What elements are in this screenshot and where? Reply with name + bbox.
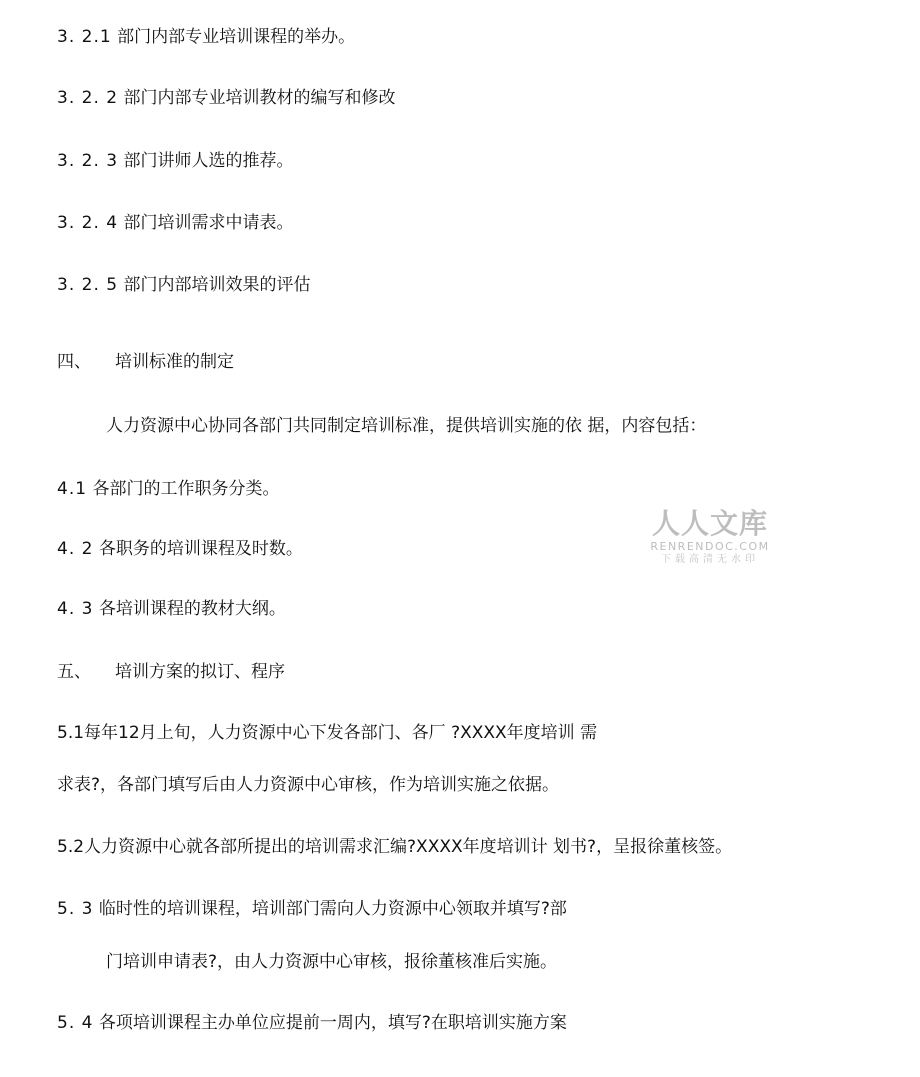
item-number: 3. 2.1 (57, 27, 112, 47)
item-4-1 (57, 478, 279, 500)
item-number: 3. 2. 5 (57, 275, 119, 295)
item-text: 各培训课程的教材大纲。 (98, 599, 286, 619)
item-3-2-3 (57, 150, 293, 172)
section-5-heading (57, 661, 285, 683)
item-3-2-2 (57, 87, 395, 109)
item-number: 3. 2. 4 (57, 213, 119, 233)
item-4-2 (57, 538, 303, 560)
item-3-2-5 (57, 274, 310, 296)
watermark-domain: RENRENDOC.COM (650, 540, 770, 553)
watermark-slogan: 下载高清无水印 (661, 554, 759, 565)
paragraph-5-1-line-2: 求表?，各部门填写后由人力资源中心审核，作为培训实施之依据。 (57, 775, 560, 795)
watermark (645, 508, 775, 566)
item-number: 3. 2. 2 (57, 88, 119, 108)
watermark-title: 人人文库 (651, 507, 768, 540)
section-4-intro: 人力资源中心协同各部门共同制定培训标准，提供培训实施的依 据，内容包括： (106, 416, 707, 436)
item-text: 各项培训课程主办单位应提前一周内，填写?在职培训实施方案 (98, 1013, 567, 1033)
paragraph-5-4 (57, 1012, 567, 1034)
item-text: 部门培训需求中请表。 (123, 213, 294, 233)
section-number: 五、 (57, 662, 91, 682)
item-text: 部门内部培训效果的评估 (123, 275, 311, 295)
section-4-heading (57, 351, 234, 373)
paragraph-5-1-line-1: 5.1每年12月上旬，人力资源中心下发各部门、各厂 ?XXXX年度培训 需 (57, 723, 598, 743)
item-number: 4. 3 (57, 599, 94, 619)
item-3-2-1 (57, 26, 355, 48)
item-number: 4.1 (57, 479, 88, 499)
item-number: 4. 2 (57, 539, 94, 559)
item-number: 5. 4 (57, 1013, 94, 1033)
section-title: 培训方案的拟订、程序 (115, 662, 285, 682)
item-text: 各职务的培训课程及时数。 (98, 539, 303, 559)
item-4-3 (57, 598, 286, 620)
section-title: 培训标准的制定 (115, 352, 234, 372)
paragraph-5-3-line-1 (57, 898, 567, 920)
item-text: 各部门的工作职务分类。 (92, 479, 280, 499)
paragraph-5-3-line-2: 门培训申请表?，由人力资源中心审核，报徐董核准后实施。 (106, 952, 558, 972)
item-3-2-4 (57, 212, 293, 234)
item-text: 临时性的培训课程，培训部门需向人力资源中心领取并填写?部 (98, 899, 567, 919)
item-number: 3. 2. 3 (57, 151, 119, 171)
item-number: 5. 3 (57, 899, 94, 919)
item-text: 部门内部专业培训课程的举办。 (117, 27, 356, 47)
section-number: 四、 (57, 352, 91, 372)
paragraph-5-2: 5.2人力资源中心就各部所提出的培训需求汇编?XXXX年度培训计 划书?，呈报徐董核签。 (57, 837, 733, 857)
item-text: 部门讲师人选的推荐。 (123, 151, 294, 171)
item-text: 部门内部专业培训教材的编写和修改 (123, 88, 396, 108)
